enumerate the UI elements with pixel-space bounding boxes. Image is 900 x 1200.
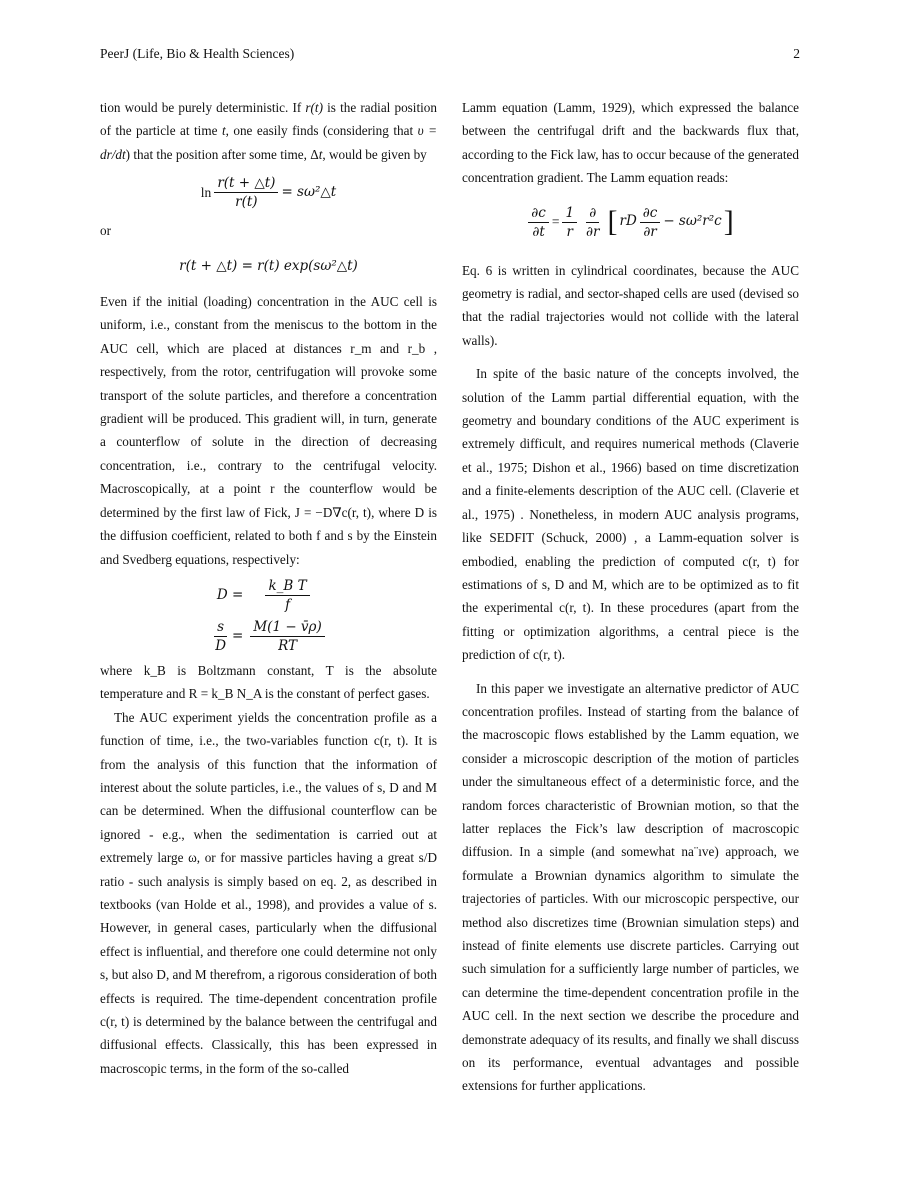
paragraph-cylindrical: Eq. 6 is written in cylindrical coordinates, because the AUC geometry is radial, and sector-shaped cells are used (devised so that the radial trajectories would not collide with the lateral walls).	[462, 262, 799, 348]
paragraph-boltzmann: where k_B is Boltzmann constant, T is the absolute temperature and R = k_B N_A is the constant of perfect gases.	[100, 662, 437, 702]
paragraph-auc-experiment: The AUC experiment yields the concentration profile as a function of time, i.e., the two-variables function c(r, t). It is from the analysis of this function that the information of interest about the solute particles, i.e., the values of s, D and M can be determined. When the diffusional counterflow can be ignored - e.g., when the sedimentation is carried out at extremely large ω, or for massive particles having a great s/D ratio - such analysis is simply based on eq. 2, as described in textbooks (van Holde et al., 1998), and provides a value of s. However, in general cases, particularly when the diffusional effect is influential, and therefore one could determine not only s, but also D, and M therefrom, a rigorous consideration of both effects is required. The time-dependent concentration profile c(r, t) is determined by the balance between the centrifugal and diffusional effects. Classically, this has been expressed in macroscopic terms, in the form of the so-called	[100, 709, 437, 1076]
paragraph-concentration-gradient: Even if the initial (loading) concentration in the AUC cell is uniform, i.e., constant from the meniscus to the bottom in the AUC cell, which are placed at distances r_m and r_b , respectively, from the rotor, centrifugation will provoke some transport of the solute particles, and therefore a concentration gradient will be produced. This gradient will, in turn, generate a counterflow of solute in the direction of decreasing concentration, i.e., contrary to the centrifugal velocity. Macroscopically, at a point r the counterflow would be determined by the first law of Fick, J = −D∇c(r, t), where D is the diffusion coefficient, related to both f and s by the Einstein and Svedberg equations, respectively:	[100, 294, 437, 567]
left-bracket: [	[607, 205, 618, 239]
paragraph-intro: tion would be purely deterministic. If r(t) is the radial position of the particle at time t, one easily finds (considering that υ = dr/dt) that the position after some time, Δt, would be given by	[100, 100, 438, 162]
paragraph-numerical-methods: In spite of the basic nature of the concepts involved, the solution of the Lamm partial differential equation, with the geometry and boundary conditions of the AUC experiment is extremely difficult, and requires numerical methods (Claverie et al., 1975; Dishon et al., 1966) based on time discretization and a finite-elements description of the AUC cell. (Claverie et al., 1975) . Nonetheless, in modern AUC analysis programs, like SEDFIT (Schuck, 2000) , a Lamm-equation solver is embodied, enabling the prediction of computed c(r, t) for estimations of s, D and M, which are to be optimized as to fit the experimental c(r, t). In these procedures (apart from the fitting or optimization algorithms, a central piece is the prediction of c(r, t).	[462, 366, 799, 663]
equation-2: r(t + △t) = r(t) exp(sω²△t)	[179, 257, 358, 274]
paragraph-this-paper: In this paper we investigate an alternative predictor of AUC concentration profiles. Instead of starting from the balance of the macroscopic flows established by the Lamm equation, we consider a microscopic description of the motion of particles under the simultaneous effect of a deterministic force, and the random forces characteristic of Brownian motion, so that the latter replaces the Fick’s law description of macroscopic diffusion. In a simple (and somewhat na¨ıve) approach, we formulate a Brownian dynamics algorithm to simulate the trajectories of particles. With our microscopic perspective, our method also discretizes time (Brownian simulation steps) and instead of finite elements use discrete particles. Carrying out such simulation for a sufficiently large number of particles, we can determine the time-dependent concentration profile in the AUC cell. In the next section we describe the procedure and demonstrate adequacy of its results, and finally we shall discuss on its performance, eventual advantages and possible extensions for further applications.	[462, 680, 799, 1094]
left-column	[100, 96, 437, 1080]
running-header-journal: PeerJ (Life, Bio & Health Sciences)	[100, 46, 295, 61]
equation-lamm: $\frac{\partial c}{\partial t}$ = $\frac{1}{r}$ $\frac{\partial}{\partial r}$ [ rD $\frac{\partial c}{\partial r}$ − sω²r²c ]	[462, 204, 799, 241]
page-number: 2	[793, 46, 800, 61]
right-bracket: ]	[723, 205, 734, 239]
equation-einstein-svedberg: D = $\frac{\text{k\_B T}}{f}$ $\frac{s}{D}$ = $\frac{M(1 - v̄\rho)}{RT}$	[100, 577, 437, 655]
equation-1: ln $\frac{r(t + \triangle t)}{r(t)}$ = sω²△t	[200, 175, 337, 211]
connector-or: or	[100, 223, 111, 239]
right-column	[462, 96, 799, 1098]
paragraph-lamm-equation: Lamm equation (Lamm, 1929), which expressed the balance between the centrifugal drift and the backwards flux that, according to the Fick law, has to occur because of the generated concentration gradient. The Lamm equation reads:	[462, 100, 799, 186]
